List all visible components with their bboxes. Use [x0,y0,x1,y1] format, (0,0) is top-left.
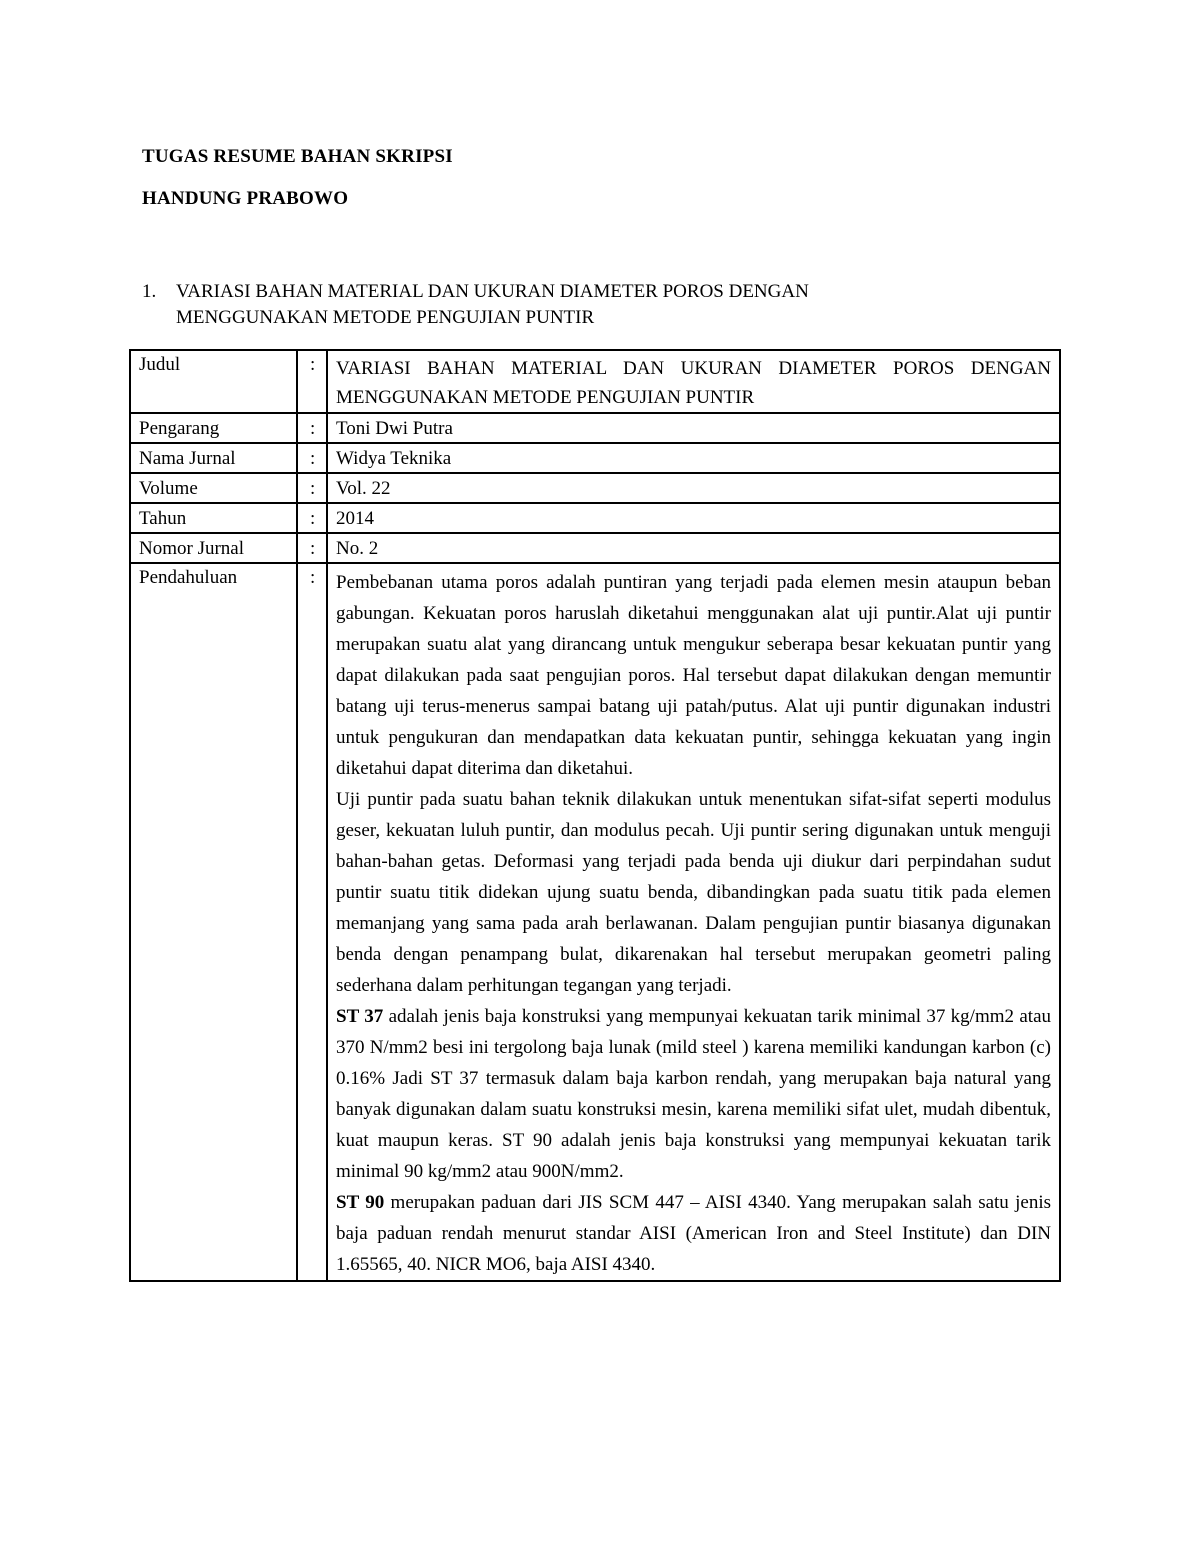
author-name: HANDUNG PRABOWO [142,188,349,209]
pendahuluan-label: Pendahuluan [130,563,297,1281]
colon-separator: : [297,503,327,533]
volume-value: Vol. 22 [327,473,1060,503]
nomor-jurnal-value: No. 2 [327,533,1060,563]
section-heading [142,279,1022,331]
table-row [130,503,1060,533]
st37-term: ST 37 [336,1006,384,1027]
tahun-label: Tahun [130,503,297,533]
nomor-jurnal-label: Nomor Jurnal [130,533,297,563]
st90-text: merupakan paduan dari JIS SCM 447 – AISI 4340. Yang merupakan salah satu jenis baja paduan rendah menurut standar AISI (American Iron and Steel Institute) dan DIN 1.65565, 40. NICR MO6, baja AISI 4340. [336,1192,1051,1275]
pendahuluan-paragraph-3 [336,1001,1051,1187]
table-row [130,533,1060,563]
pendahuluan-paragraph-4 [336,1187,1051,1280]
journal-info-table [129,349,1061,1282]
document-title: TUGAS RESUME BAHAN SKRIPSI [142,146,453,167]
pendahuluan-paragraph-1: Pembebanan utama poros adalah puntiran yang terjadi pada elemen mesin ataupun beban gabungan. Kekuatan poros haruslah diketahui menggunakan alat uji puntir.Alat uji puntir merupakan suatu alat yang dirancang untuk mengukur seberapa besar kekuatan puntir yang dapat dilakukan pada saat pengujian poros. Hal tersebut dapat dilakukan dengan memuntir batang uji terus-menerus sampai batang uji patah/putus. Alat uji puntir digunakan industri untuk pengukuran dan mendapatkan data kekuatan puntir, sehingga kekuatan yang ingin diketahui dapat diterima dan diketahui. [336,572,1051,779]
colon-separator: : [297,473,327,503]
table-row [130,473,1060,503]
section-title-line-2: MENGGUNAKAN METODE PENGUJIAN PUNTIR [176,307,595,328]
table-row [130,413,1060,443]
colon-separator: : [297,533,327,563]
nama-jurnal-value: Widya Teknika [327,443,1060,473]
colon-separator: : [297,350,327,413]
pendahuluan-paragraph-2: Uji puntir pada suatu bahan teknik dilakukan untuk menentukan sifat-sifat seperti modulus geser, kekuatan luluh puntir, dan modulus pecah. Uji puntir sering digunakan untuk menguji bahan-bahan getas. Deformasi yang terjadi pada benda uji diukur dari perpindahan sudut puntir suatu titik didekan ujung suatu benda, dibandingkan pada suatu titik pada elemen memanjang yang sama pada arah berlawanan. Dalam pengujian puntir biasanya digunakan benda dengan penampang bulat, dikarenakan hal tersebut merupakan geometri paling sederhana dalam perhitungan tegangan yang terjadi. [336,789,1051,996]
volume-label: Volume [130,473,297,503]
pengarang-label: Pengarang [130,413,297,443]
section-title-line-1: VARIASI BAHAN MATERIAL DAN UKURAN DIAMETER POROS DENGAN [176,281,809,302]
table-row [130,563,1060,1281]
st90-term: ST 90 [336,1192,385,1213]
nama-jurnal-label: Nama Jurnal [130,443,297,473]
table-row [130,443,1060,473]
st37-text: adalah jenis baja konstruksi yang mempunyai kekuatan tarik minimal 37 kg/mm2 atau 370 N/mm2 besi ini tergolong baja lunak (mild steel ) karena memiliki kandungan karbon (c) 0.16% Jadi ST 37 termasuk dalam baja karbon rendah, yang merupakan baja natural yang banyak digunakan dalam suatu konstruksi mesin, karena memiliki sifat ulet, mudah dibentuk, kuat maupun keras. ST 90 adalah jenis baja konstruksi yang mempunyai kekuatan tarik minimal 90 kg/mm2 atau 900N/mm2. [336,1006,1051,1182]
colon-separator: : [297,443,327,473]
colon-separator: : [297,563,327,1281]
pengarang-value: Toni Dwi Putra [327,413,1060,443]
pendahuluan-value [327,563,1060,1281]
colon-separator: : [297,413,327,443]
section-number: 1. [142,281,157,302]
table-row [130,350,1060,413]
judul-label: Judul [130,350,297,413]
tahun-value: 2014 [327,503,1060,533]
judul-value: VARIASI BAHAN MATERIAL DAN UKURAN DIAMETER POROS DENGAN MENGGUNAKAN METODE PENGUJIAN PUNTIR [327,350,1060,413]
